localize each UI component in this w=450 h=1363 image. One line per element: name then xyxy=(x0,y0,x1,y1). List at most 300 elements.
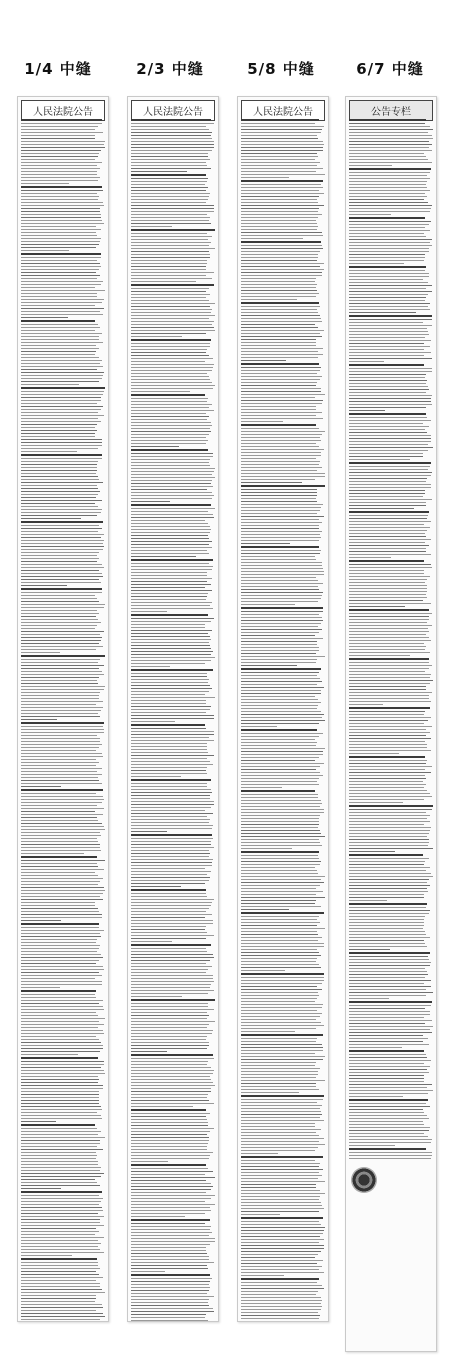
print-line xyxy=(131,941,172,942)
print-line xyxy=(131,364,214,365)
print-line xyxy=(21,777,98,778)
print-line xyxy=(349,628,428,629)
print-line xyxy=(241,973,324,975)
print-line xyxy=(21,762,99,763)
print-line xyxy=(21,805,97,806)
print-line xyxy=(349,943,425,944)
print-line xyxy=(21,753,102,754)
print-line xyxy=(21,503,95,504)
print-line xyxy=(241,1019,316,1020)
print-line xyxy=(241,705,318,706)
print-line xyxy=(241,138,318,139)
print-line xyxy=(21,634,100,635)
print-line xyxy=(241,522,322,523)
print-line xyxy=(131,208,214,209)
print-line xyxy=(21,257,101,258)
print-line xyxy=(241,1077,316,1078)
print-line xyxy=(241,214,322,215)
print-line xyxy=(349,557,391,558)
print-line xyxy=(21,844,100,845)
print-line xyxy=(21,1201,101,1202)
print-line xyxy=(349,864,424,865)
print-line xyxy=(131,141,214,142)
print-line xyxy=(241,482,302,483)
print-line xyxy=(131,673,207,674)
print-line xyxy=(349,530,427,531)
print-line xyxy=(131,1158,209,1159)
print-line xyxy=(241,211,318,212)
print-line xyxy=(241,235,323,236)
print-line xyxy=(131,1021,215,1022)
print-line xyxy=(131,324,212,325)
notice-text-block xyxy=(349,119,433,1348)
print-line xyxy=(349,401,431,402)
print-line xyxy=(21,534,104,535)
print-line xyxy=(241,293,319,294)
print-line xyxy=(241,1120,324,1121)
print-line xyxy=(131,1210,211,1211)
print-line xyxy=(21,540,104,541)
print-line xyxy=(21,796,103,797)
print-line xyxy=(21,1039,99,1040)
print-line xyxy=(241,1031,295,1032)
print-line xyxy=(241,559,316,560)
print-line xyxy=(131,398,208,399)
print-line xyxy=(131,654,211,655)
qr-code-icon xyxy=(351,1167,377,1193)
print-line xyxy=(131,193,210,194)
print-line xyxy=(131,810,205,811)
print-line xyxy=(21,561,97,562)
print-line xyxy=(21,537,101,538)
print-line xyxy=(131,1226,211,1227)
print-line xyxy=(131,755,214,756)
print-line xyxy=(349,432,427,433)
print-line xyxy=(21,296,97,297)
print-line xyxy=(21,281,103,282)
print-line xyxy=(21,719,57,720)
print-line xyxy=(241,199,317,200)
print-line xyxy=(21,348,99,349)
print-line xyxy=(241,507,321,508)
print-line xyxy=(349,242,430,243)
print-line xyxy=(349,410,385,411)
print-line xyxy=(349,766,432,767)
print-line xyxy=(21,168,100,169)
print-line xyxy=(21,978,95,979)
print-line xyxy=(349,533,425,534)
print-line xyxy=(21,573,102,574)
print-line xyxy=(131,315,215,316)
print-line xyxy=(349,576,430,577)
print-line xyxy=(21,193,97,194)
print-line xyxy=(349,263,404,264)
print-line xyxy=(349,389,429,390)
print-line xyxy=(349,447,433,448)
print-line xyxy=(131,825,213,826)
print-line xyxy=(21,464,97,465)
print-line xyxy=(349,227,425,228)
print-line xyxy=(349,1121,423,1122)
print-line xyxy=(21,1152,96,1153)
print-line xyxy=(349,854,423,856)
print-line xyxy=(241,119,319,121)
print-line xyxy=(349,508,414,509)
print-line xyxy=(241,287,316,288)
print-line xyxy=(131,584,211,585)
print-line xyxy=(21,1128,97,1129)
print-line xyxy=(241,790,315,792)
print-line xyxy=(241,1291,318,1292)
print-line xyxy=(241,818,319,819)
print-line xyxy=(241,1217,323,1219)
print-line xyxy=(21,1246,98,1247)
print-line xyxy=(131,1058,214,1059)
print-line xyxy=(241,601,318,602)
print-line xyxy=(349,273,429,274)
print-line xyxy=(21,363,100,364)
print-line xyxy=(21,461,98,462)
print-line xyxy=(21,442,102,443)
print-line xyxy=(21,823,102,824)
print-line xyxy=(349,769,425,770)
print-line xyxy=(241,501,317,502)
print-line xyxy=(349,233,424,234)
print-line xyxy=(21,473,96,474)
print-line xyxy=(21,394,103,395)
print-line xyxy=(241,437,320,438)
print-line xyxy=(349,413,426,415)
print-line xyxy=(21,771,97,772)
print-line xyxy=(21,692,100,693)
print-line xyxy=(349,775,425,776)
print-line xyxy=(131,1113,210,1114)
print-line xyxy=(21,659,100,660)
print-line xyxy=(21,863,97,864)
print-line xyxy=(241,129,322,130)
print-line xyxy=(349,392,426,393)
print-line xyxy=(349,796,432,797)
print-line xyxy=(131,1293,207,1294)
print-line xyxy=(349,665,432,666)
print-line xyxy=(131,578,212,579)
print-line xyxy=(21,1131,101,1132)
print-line xyxy=(21,427,95,428)
print-line xyxy=(21,1225,104,1226)
print-line xyxy=(349,977,425,978)
print-line xyxy=(131,233,207,234)
print-line xyxy=(349,300,425,301)
print-line xyxy=(349,812,426,813)
print-line xyxy=(241,162,320,163)
print-line xyxy=(131,1048,207,1049)
print-line xyxy=(21,799,104,800)
print-line xyxy=(21,592,102,593)
print-line xyxy=(131,987,210,988)
print-line xyxy=(241,617,322,618)
print-line xyxy=(21,378,102,379)
print-line xyxy=(349,1139,432,1140)
print-line xyxy=(241,943,324,944)
print-line xyxy=(21,119,102,121)
print-line xyxy=(349,962,431,963)
print-line xyxy=(241,1038,317,1039)
print-line xyxy=(241,412,322,413)
print-line xyxy=(131,504,211,506)
print-line xyxy=(21,1124,95,1126)
print-line xyxy=(131,556,196,557)
print-line xyxy=(131,896,207,897)
print-line xyxy=(21,713,98,714)
print-line xyxy=(131,682,208,683)
print-line xyxy=(131,456,213,457)
print-line xyxy=(131,642,209,643)
print-line xyxy=(131,926,206,927)
print-line xyxy=(131,1207,210,1208)
print-line xyxy=(349,1047,402,1048)
print-line xyxy=(241,251,320,252)
print-line xyxy=(349,723,424,724)
print-line xyxy=(349,1136,428,1137)
print-line xyxy=(131,236,212,237)
column-label-2: 2/3 中缝 xyxy=(136,60,204,78)
print-line xyxy=(349,683,430,684)
print-line xyxy=(131,465,210,466)
print-line xyxy=(241,217,318,218)
print-line xyxy=(131,804,214,805)
print-line xyxy=(21,311,100,312)
print-line xyxy=(21,293,97,294)
print-line xyxy=(349,208,431,209)
print-line xyxy=(349,940,424,941)
print-line xyxy=(21,780,99,781)
print-line xyxy=(131,1119,207,1120)
print-line xyxy=(241,495,317,496)
print-line xyxy=(21,1082,98,1083)
print-line xyxy=(241,302,319,304)
print-line xyxy=(241,467,322,468)
print-line xyxy=(131,1287,210,1288)
print-line xyxy=(21,640,101,641)
print-line xyxy=(21,619,98,620)
print-line xyxy=(349,851,395,852)
print-line xyxy=(241,1248,324,1249)
print-line xyxy=(241,226,318,227)
print-line xyxy=(241,1297,321,1298)
print-line xyxy=(241,1187,316,1188)
print-line xyxy=(349,502,426,503)
print-line xyxy=(241,925,317,926)
print-line xyxy=(349,600,423,601)
print-line xyxy=(241,1025,324,1026)
print-line xyxy=(21,884,98,885)
print-line xyxy=(131,905,211,906)
print-line xyxy=(21,975,102,976)
print-line xyxy=(241,537,321,538)
print-line xyxy=(131,1082,213,1083)
column-label-1: 1/4 中缝 xyxy=(24,60,92,78)
print-line xyxy=(131,1274,210,1276)
print-line xyxy=(131,126,206,127)
print-line xyxy=(241,894,316,895)
print-line xyxy=(241,772,320,773)
print-line xyxy=(241,357,318,358)
print-line xyxy=(131,734,214,735)
print-line xyxy=(21,223,104,224)
print-line xyxy=(349,285,432,286)
print-line xyxy=(349,291,432,292)
print-line xyxy=(131,184,205,185)
print-line xyxy=(21,138,95,139)
print-line xyxy=(21,400,101,401)
print-line xyxy=(349,358,432,359)
print-line xyxy=(241,1169,323,1170)
print-line xyxy=(349,848,433,849)
print-line xyxy=(21,555,97,556)
print-line xyxy=(21,1076,98,1077)
print-line xyxy=(131,572,207,573)
print-line xyxy=(241,1105,322,1106)
print-line xyxy=(21,360,102,361)
print-line xyxy=(349,974,428,975)
print-line xyxy=(131,248,215,249)
print-line xyxy=(21,333,102,334)
print-line xyxy=(241,1251,321,1252)
print-line xyxy=(21,1185,100,1186)
print-line xyxy=(241,1184,316,1185)
print-line xyxy=(349,674,431,675)
print-line xyxy=(21,1213,98,1214)
print-line xyxy=(131,288,209,289)
print-line xyxy=(131,731,214,732)
print-line xyxy=(21,567,104,568)
print-line xyxy=(241,473,325,474)
print-line xyxy=(21,722,104,724)
print-line xyxy=(21,284,101,285)
print-line xyxy=(21,1000,103,1001)
print-line xyxy=(349,1093,428,1094)
print-line xyxy=(241,1108,320,1109)
print-line xyxy=(241,1303,321,1304)
print-line xyxy=(131,327,214,328)
print-line xyxy=(131,339,211,341)
print-line xyxy=(21,866,98,867)
print-line xyxy=(349,129,433,130)
print-line xyxy=(241,1288,324,1289)
print-line xyxy=(21,582,101,583)
print-line xyxy=(349,282,428,283)
print-line xyxy=(21,826,104,827)
print-line xyxy=(21,1271,96,1272)
print-line xyxy=(241,431,325,432)
print-line xyxy=(241,324,315,325)
print-line xyxy=(131,443,206,444)
print-line xyxy=(241,1092,299,1093)
print-line xyxy=(349,334,429,335)
print-line xyxy=(21,759,96,760)
print-line xyxy=(131,746,207,747)
print-line xyxy=(131,709,210,710)
print-line xyxy=(349,187,427,188)
print-line xyxy=(21,987,60,988)
print-line xyxy=(349,784,426,785)
print-line xyxy=(349,511,429,513)
print-line xyxy=(349,349,424,350)
print-line xyxy=(349,1084,432,1085)
print-line xyxy=(21,1048,103,1049)
print-line xyxy=(131,1186,213,1187)
print-line xyxy=(241,614,319,615)
print-line xyxy=(21,1057,98,1059)
print-line xyxy=(241,141,323,142)
print-line xyxy=(131,1064,207,1065)
print-line xyxy=(349,548,426,549)
print-line xyxy=(241,403,322,404)
print-line xyxy=(21,278,97,279)
print-line xyxy=(21,387,105,389)
print-line xyxy=(21,1295,96,1296)
print-line xyxy=(241,418,323,419)
print-line xyxy=(131,1195,215,1196)
print-line xyxy=(349,949,390,950)
newspaper-column-1 xyxy=(17,96,109,1322)
print-line xyxy=(21,579,99,580)
print-line xyxy=(349,288,426,289)
print-line xyxy=(21,576,103,577)
print-line xyxy=(21,1112,97,1113)
print-line xyxy=(241,150,323,151)
print-line xyxy=(241,406,316,407)
print-line xyxy=(241,1013,322,1014)
print-line xyxy=(131,123,214,124)
print-line xyxy=(21,927,99,928)
print-line xyxy=(131,822,209,823)
print-line xyxy=(131,587,205,588)
print-line xyxy=(131,1265,207,1266)
print-line xyxy=(241,577,316,578)
print-line xyxy=(131,1177,215,1178)
print-line xyxy=(21,1307,103,1308)
print-line xyxy=(241,1053,315,1054)
print-line xyxy=(21,683,98,684)
print-line xyxy=(21,1009,104,1010)
print-line xyxy=(349,913,429,914)
print-line xyxy=(131,1223,205,1224)
print-line xyxy=(349,147,429,148)
print-line xyxy=(241,284,317,285)
print-line xyxy=(131,1079,211,1080)
print-line xyxy=(131,724,205,726)
print-line xyxy=(131,1216,185,1217)
print-line xyxy=(241,540,319,541)
print-line xyxy=(349,202,428,203)
print-line xyxy=(21,1158,96,1159)
print-line xyxy=(349,168,431,170)
print-line xyxy=(131,743,207,744)
print-line xyxy=(241,1272,324,1273)
print-line xyxy=(21,601,99,602)
print-line xyxy=(21,424,97,425)
print-line xyxy=(21,384,79,385)
print-line xyxy=(131,1106,193,1107)
print-line xyxy=(131,1268,208,1269)
print-line xyxy=(21,829,105,830)
print-line xyxy=(241,1160,315,1161)
print-line xyxy=(349,254,425,255)
print-line xyxy=(131,813,213,814)
print-line xyxy=(349,714,424,715)
print-line xyxy=(349,371,432,372)
